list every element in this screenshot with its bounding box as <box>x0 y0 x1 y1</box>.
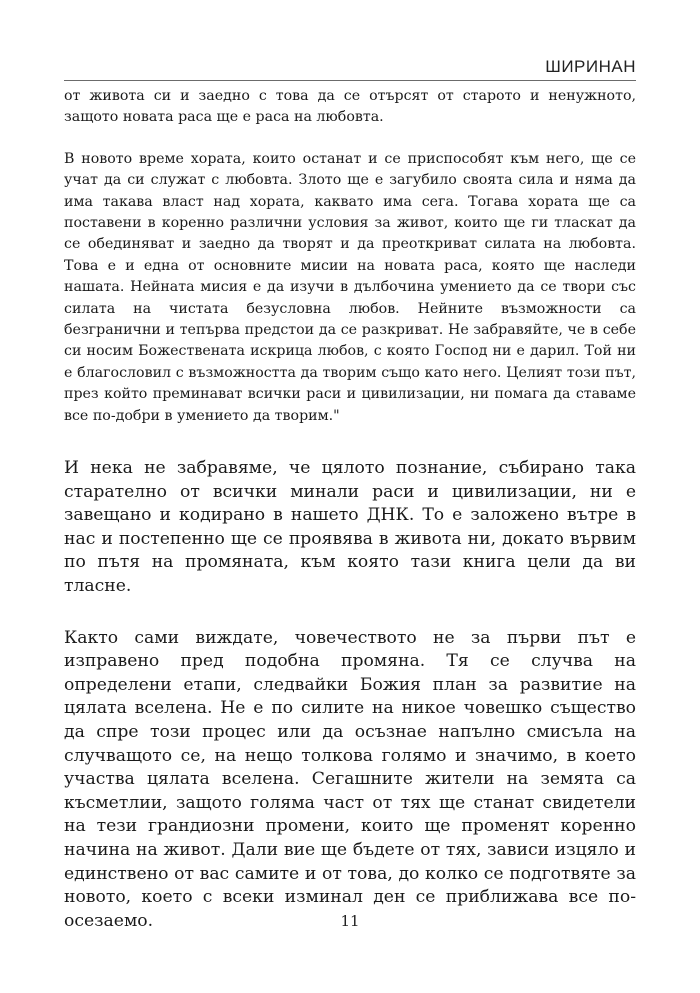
quote-paragraph: В новото време хората, които останат и се приспособят към него, ще се учат да си служат с любовта. Злото ще е загубило своята сила и няма да има такава власт над хората, каквато има сега. Тогава хората ще са поставени в коренно различни условия за живот, които ще ги тласкат да се обединяват и заедно да творят и да преоткриват силата на любовта. Това е и една от основните мисии на новата раса, която ще наследи нашата. Нейната мисия е да изучи в дълбочина умението да се твори със силата на чистата безусловна любов. Нейните възможности са безгранични и тепърва предстои да се разкриват. Не забравяйте, че в себе си носим Божествената искрица любов, с която Господ ни е дарил. Той ни е благословил с възможността да творим също като него. Целият този път, през който преминават всички раси и цивилизации, ни помага да ставаме все по-добри в умението да творим." <box>64 150 636 424</box>
page-body <box>64 86 636 933</box>
body-paragraph: Както сами виждате, човечеството не за първи път е изправено пред подобна промяна. Тя се случва на определени етапи, следвайки Божия план за развитие на цялата вселена. Не е по силите на никое човешко същество да спре този процес или да осъзнае напълно смисъла на случващото се, на нещо толкова голямо и значимо, в което участва цялата вселена. Сегашните жители на земята са късметлии, защото голяма част от тях ще станат свидетели на тези грандиозни промени, които ще променят коренно начина на живот. Дали вие ще бъдете от тях, зависи изцяло и единствено от вас самите и от това, до колко се подготвяте за новото, което с всеки изминал ден се приближава все по-осезаемо. <box>64 627 636 931</box>
page-number: 11 <box>340 912 360 930</box>
quoted-passage <box>64 86 636 427</box>
running-header <box>64 56 636 81</box>
running-title: ШИРИНАН <box>545 57 636 76</box>
main-text <box>64 457 636 933</box>
body-paragraph: И нека не забравяме, че цялото познание, събирано така старателно от всички минали раси и цивилизации, ни е завещано и кодирано в нашето ДНК. То е заложено вътре в нас и постепенно ще се проявява в живота ни, докато вървим по пътя на промяната, към която тази книга цели да ви тласне. <box>64 458 636 597</box>
quote-paragraph: от живота си и заедно с това да се отърсят от старото и ненужното, защото новата раса ще е раса на любовта. <box>64 88 636 126</box>
